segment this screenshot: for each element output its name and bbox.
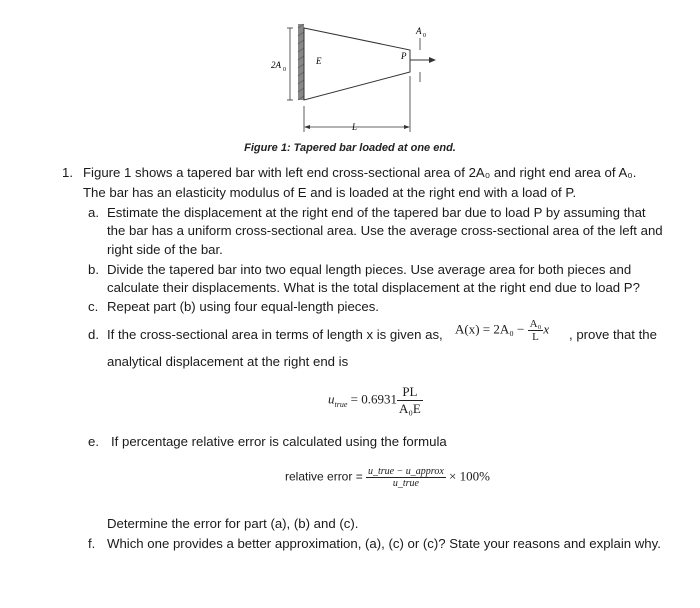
intro-line-2: The bar has an elasticity modulus of E and is loaded at the right end with a load of P. [83,185,577,200]
part-c-label: c. [88,299,99,314]
relative-error-formula: relative error = $\frac{\text{u\_true − u\_approx}}{\text{u\_true}}$ × 100% [285,466,490,489]
left-area-label: 2A [271,60,281,70]
part-f-label: f. [88,536,96,551]
part-d-label: d. [88,327,99,342]
part-d-line-1: If the cross-sectional area in terms of length x is given as, [107,327,443,342]
part-b-line-1: Divide the tapered bar into two equal length pieces. Use average area for both pieces and [107,262,632,277]
part-d-line-2: analytical displacement at the right end is [107,354,349,369]
intro-line-1: Figure 1 shows a tapered bar with left end cross-sectional area of 2A₀ and right end area of A₀. [83,165,637,180]
utrue-formula: $u_{true} = 0.6931$ $\frac{PL}{\text{A₀E}}$ [328,384,421,416]
modulus-label: E [316,56,322,66]
part-d-line-1-end: , prove that the [569,327,657,342]
part-a-line-2: the bar has a uniform cross-sectional area. Use the average cross-sectional area of the left and [107,223,663,238]
part-e-line-1: If percentage relative error is calculated using the formula [111,434,447,449]
part-b-line-2: calculate their displacements. What is the total displacement at the right end due to load P? [107,280,640,295]
part-a-line-1: Estimate the displacement at the right end of the tapered bar due to load P by assuming that [107,205,646,220]
tapered-bar-figure [270,20,450,140]
svg-text:0: 0 [283,67,286,73]
svg-text:0: 0 [423,33,426,39]
load-label: P [401,51,407,61]
part-e-label: e. [88,434,99,449]
part-e-line-2: Determine the error for part (a), (b) and (c). [107,516,359,531]
part-b-label: b. [88,262,99,277]
figure-caption: Figure 1: Tapered bar loaded at one end. [244,142,456,154]
area-formula: A(x) = 2A₀ − $\frac{\text{A₀}}{L}$ x [455,318,550,343]
length-label: L [352,122,358,132]
right-area-label: A [416,26,422,36]
part-c-line-1: Repeat part (b) using four equal-length pieces. [107,299,379,314]
part-f-line-1: Which one provides a better approximation, (a), (c) or (c)? State your reasons and explain why. [107,536,661,551]
problem-number: 1. [62,165,73,180]
part-a-label: a. [88,205,99,220]
part-a-line-3: right side of the bar. [107,242,223,257]
